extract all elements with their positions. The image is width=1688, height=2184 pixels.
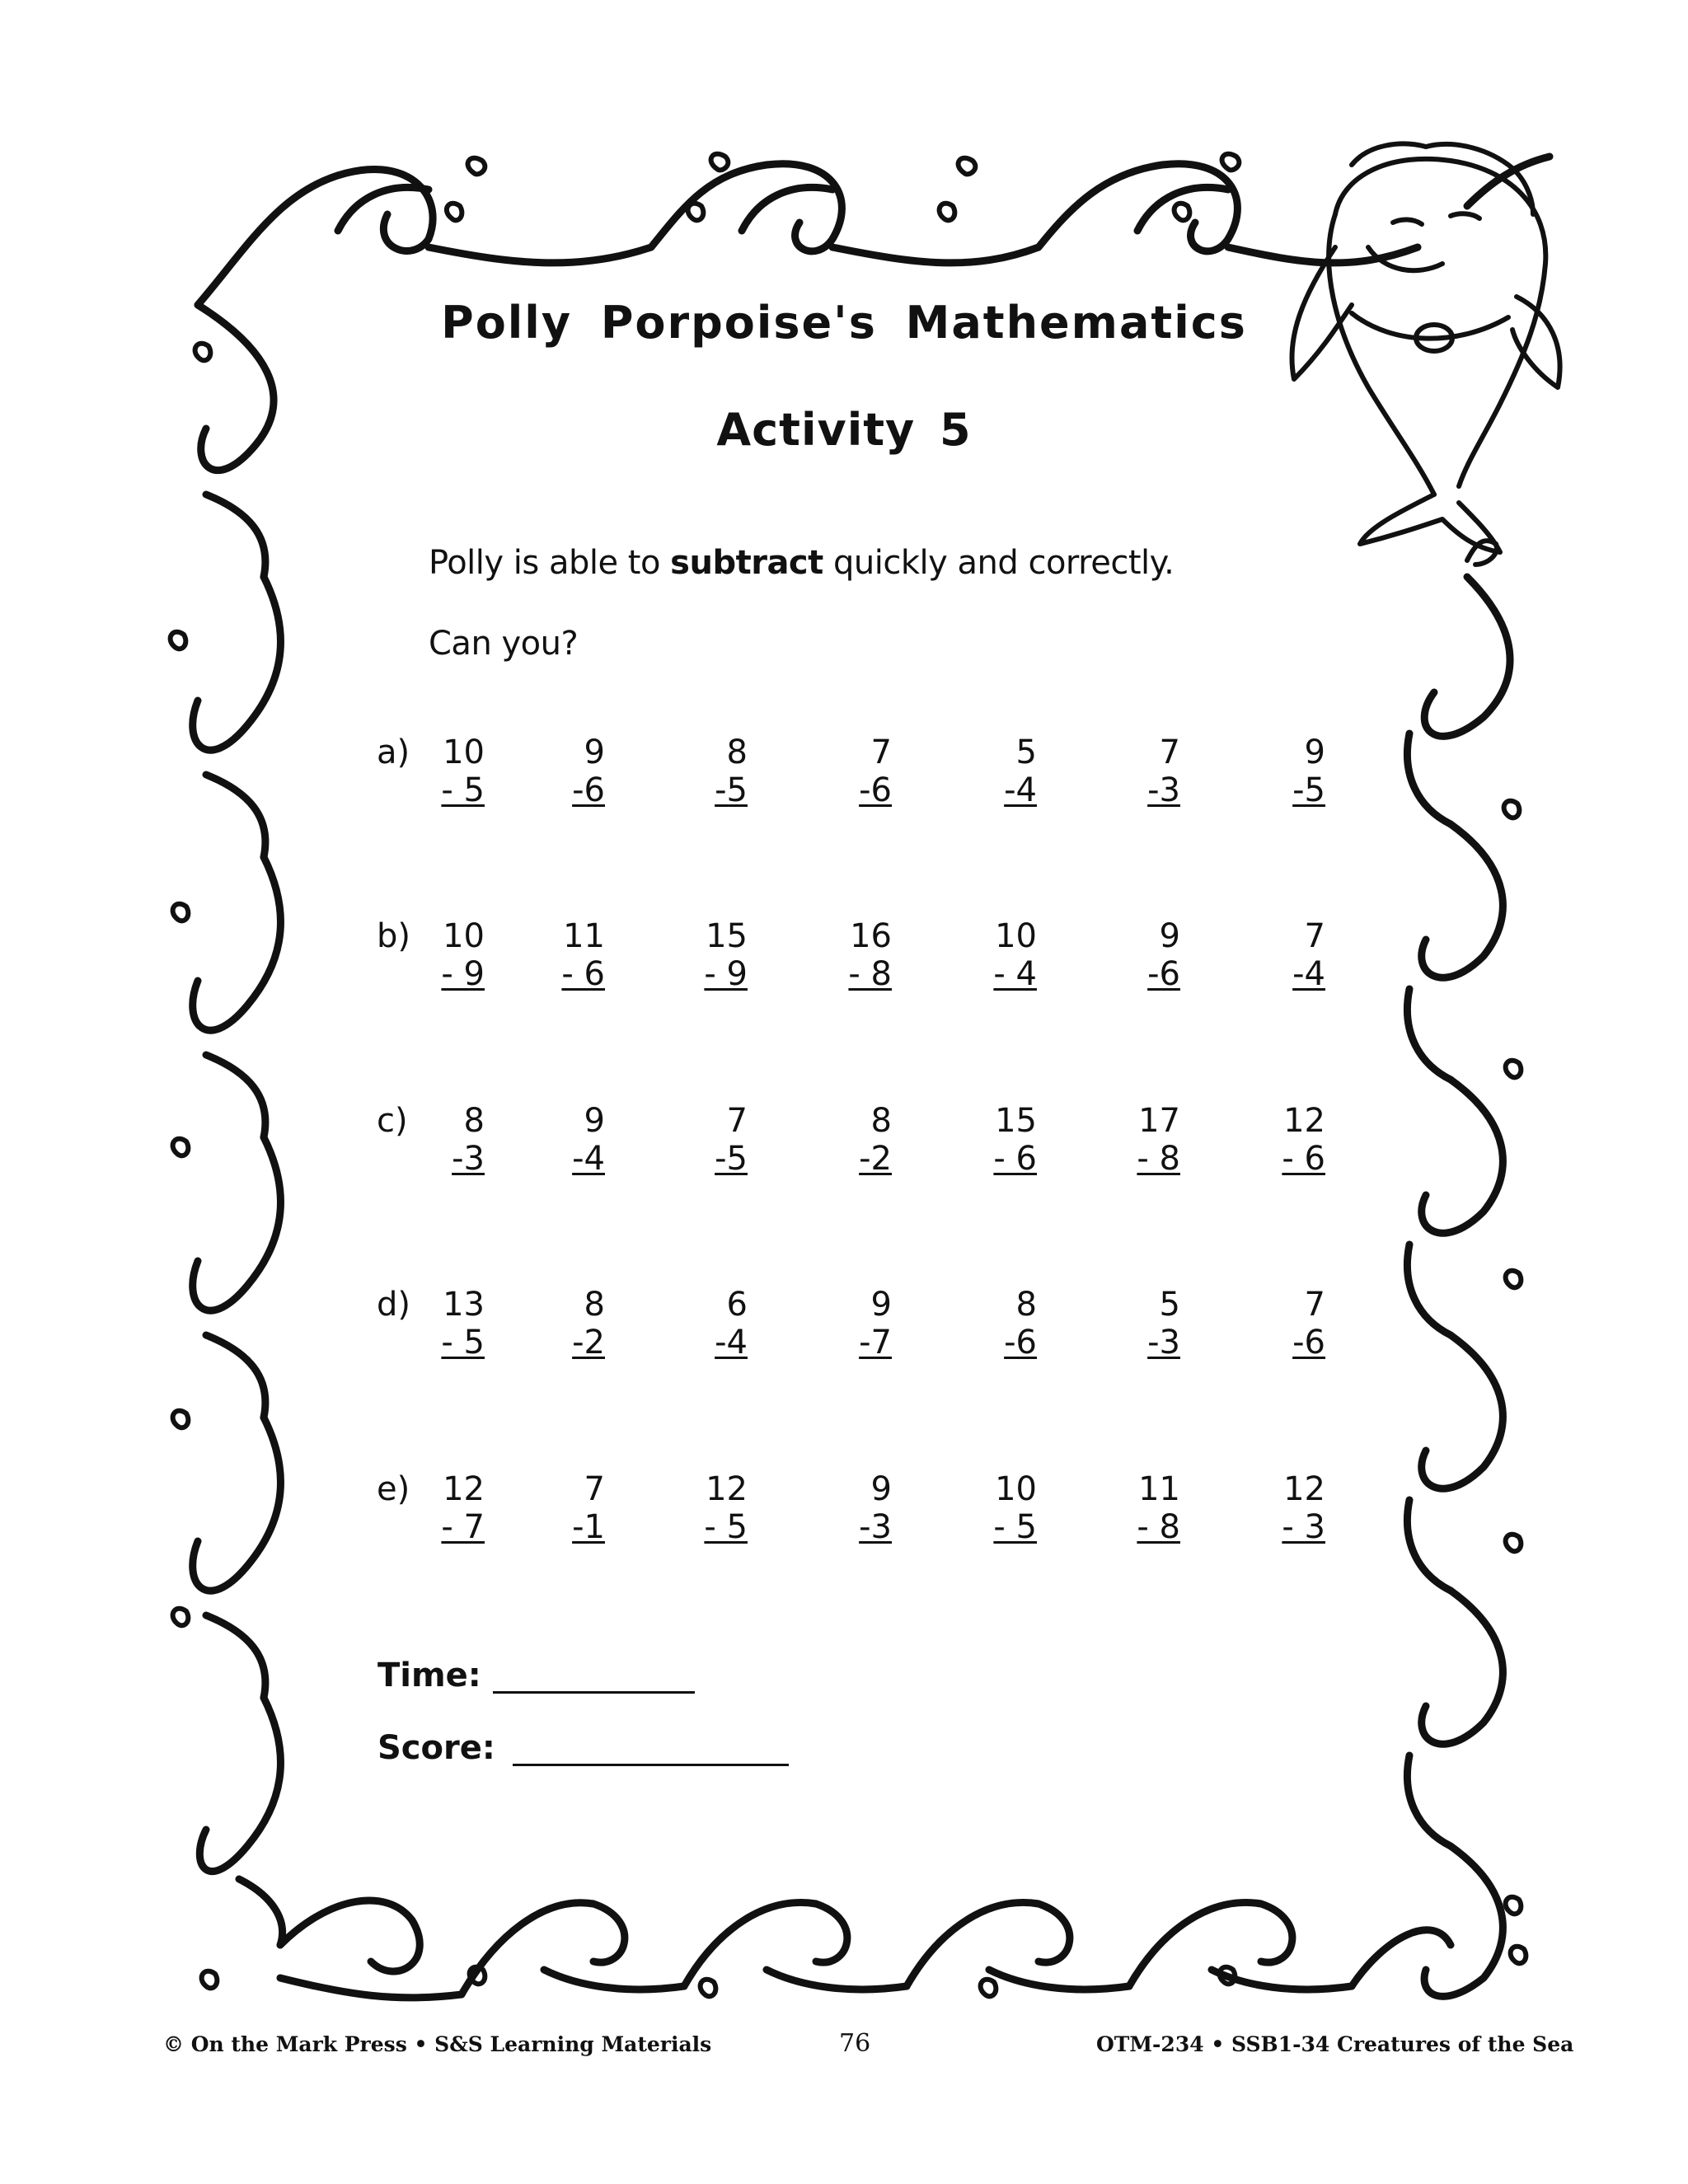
subtraction-problem	[531, 1470, 605, 1546]
page-number: 76	[839, 2029, 871, 2058]
instruction-text-start: Polly is able to	[429, 544, 671, 582]
page-title: Polly Porpoise's Mathematics	[441, 297, 1247, 349]
minuend: 12	[443, 1470, 485, 1508]
minuend: 10	[443, 917, 485, 955]
subtrahend: - 4	[993, 955, 1037, 993]
row-label: c)	[377, 1102, 408, 1140]
subtraction-problem	[673, 733, 748, 809]
subtrahend: -5	[1292, 771, 1325, 809]
subtrahend: -6	[859, 771, 892, 809]
row-label: b)	[377, 917, 410, 955]
subtrahend: - 6	[993, 1140, 1037, 1178]
minuend: 8	[463, 1102, 485, 1140]
subtrahend: - 9	[441, 955, 485, 993]
time-label: Time:	[377, 1657, 481, 1694]
time-answer-line[interactable]	[493, 1691, 695, 1694]
minuend: 12	[706, 1470, 748, 1508]
subtrahend: -2	[859, 1140, 892, 1178]
minuend: 7	[870, 733, 892, 771]
subtrahend: - 7	[441, 1508, 485, 1546]
subtraction-problem	[410, 1470, 485, 1546]
subtraction-problem	[1251, 1102, 1325, 1178]
subtrahend: - 6	[561, 955, 605, 993]
subtrahend: -2	[572, 1324, 605, 1361]
minuend: 8	[726, 733, 748, 771]
minuend: 7	[726, 1102, 748, 1140]
minuend: 10	[443, 733, 485, 771]
minuend: 9	[870, 1286, 892, 1324]
subtrahend: -6	[1004, 1324, 1037, 1361]
subtrahend: - 8	[1137, 1508, 1180, 1546]
minuend: 12	[1283, 1470, 1325, 1508]
minuend: 9	[870, 1470, 892, 1508]
subtraction-problem	[531, 917, 605, 993]
minuend: 12	[1283, 1102, 1325, 1140]
minuend: 7	[1304, 917, 1325, 955]
minuend: 13	[443, 1286, 485, 1324]
minuend: 8	[584, 1286, 605, 1324]
subtraction-problem	[963, 1286, 1037, 1361]
subtraction-problem	[963, 1470, 1037, 1546]
minuend: 9	[584, 1102, 605, 1140]
subtrahend: - 8	[1137, 1140, 1180, 1178]
subtrahend: -4	[1004, 771, 1037, 809]
minuend: 9	[1159, 917, 1180, 955]
subtraction-problem	[1106, 917, 1180, 993]
minuend: 7	[584, 1470, 605, 1508]
subtraction-problem	[531, 1102, 605, 1178]
subtraction-problem	[818, 1286, 892, 1361]
subtrahend: -7	[859, 1324, 892, 1361]
subtraction-problem	[410, 1102, 485, 1178]
subtrahend: - 5	[993, 1508, 1037, 1546]
subtrahend: - 3	[1282, 1508, 1325, 1546]
subtrahend: -3	[1147, 771, 1180, 809]
minuend: 8	[1015, 1286, 1037, 1324]
minuend: 16	[850, 917, 892, 955]
minuend: 8	[870, 1102, 892, 1140]
subtrahend: -3	[1147, 1324, 1180, 1361]
minuend: 6	[726, 1286, 748, 1324]
subtraction-problem	[410, 1286, 485, 1361]
porpoise-icon	[1292, 143, 1559, 565]
score-answer-line[interactable]	[513, 1764, 789, 1766]
right-droplets	[1504, 801, 1522, 1915]
subtrahend: - 6	[1282, 1140, 1325, 1178]
subtrahend: -5	[715, 771, 748, 809]
subtraction-problem	[818, 1102, 892, 1178]
top-wave-border	[198, 157, 1550, 305]
subtrahend: -6	[572, 771, 605, 809]
score-label: Score:	[377, 1729, 495, 1767]
footer-publisher: © On the Mark Press • S&S Learning Materials	[163, 2032, 712, 2056]
minuend: 15	[995, 1102, 1037, 1140]
subtrahend: -1	[572, 1508, 605, 1546]
footer-series: OTM-234 • SSB1-34 Creatures of the Sea	[1096, 2032, 1574, 2056]
subtrahend: - 8	[848, 955, 892, 993]
minuend: 10	[995, 917, 1037, 955]
activity-subtitle: Activity 5	[716, 404, 972, 456]
subtraction-problem	[1251, 917, 1325, 993]
minuend: 10	[995, 1470, 1037, 1508]
minuend: 11	[563, 917, 605, 955]
subtraction-problem	[963, 733, 1037, 809]
subtraction-problem	[818, 733, 892, 809]
subtraction-problem	[531, 733, 605, 809]
subtrahend: -4	[572, 1140, 605, 1178]
subtraction-problem	[673, 1286, 748, 1361]
minuend: 15	[706, 917, 748, 955]
minuend: 17	[1138, 1102, 1180, 1140]
subtrahend: - 5	[704, 1508, 748, 1546]
left-wave-border	[193, 305, 283, 1945]
subtraction-problem	[410, 917, 485, 993]
subtrahend: - 5	[441, 771, 485, 809]
bottom-wave-border	[280, 1900, 1451, 1998]
subtraction-problem	[1106, 1470, 1180, 1546]
minuend: 9	[584, 733, 605, 771]
subtraction-problem	[531, 1286, 605, 1361]
minuend: 7	[1159, 733, 1180, 771]
subtrahend: -3	[859, 1508, 892, 1546]
question-text: Can you?	[429, 625, 579, 663]
subtrahend: - 5	[441, 1324, 485, 1361]
minuend: 5	[1159, 1286, 1180, 1324]
subtraction-problem	[1106, 1102, 1180, 1178]
row-label: d)	[377, 1286, 410, 1324]
instruction-text	[429, 544, 1174, 582]
subtraction-problem	[673, 917, 748, 993]
minuend: 5	[1015, 733, 1037, 771]
subtrahend: -5	[715, 1140, 748, 1178]
row-label: e)	[377, 1470, 410, 1508]
minuend: 11	[1138, 1470, 1180, 1508]
subtrahend: -3	[452, 1140, 485, 1178]
subtrahend: -4	[1292, 955, 1325, 993]
subtraction-problem	[1106, 1286, 1180, 1361]
subtrahend: -6	[1292, 1324, 1325, 1361]
subtraction-problem	[1251, 733, 1325, 809]
subtraction-problem	[1106, 733, 1180, 809]
instruction-text-end: quickly and correctly.	[823, 544, 1175, 582]
subtraction-problem	[818, 917, 892, 993]
right-wave-border	[1407, 577, 1510, 1996]
subtraction-problem	[1251, 1470, 1325, 1546]
minuend: 9	[1304, 733, 1325, 771]
subtraction-problem	[673, 1470, 748, 1546]
subtrahend: -4	[715, 1324, 748, 1361]
subtraction-problem	[963, 1102, 1037, 1178]
subtraction-problem	[963, 917, 1037, 993]
subtraction-problem	[673, 1102, 748, 1178]
instruction-bold-word: subtract	[670, 544, 823, 582]
subtraction-problem	[1251, 1286, 1325, 1361]
subtrahend: - 9	[704, 955, 748, 993]
subtraction-problem	[410, 733, 485, 809]
left-droplets	[171, 344, 211, 1626]
subtrahend: -6	[1147, 955, 1180, 993]
subtraction-problem	[818, 1470, 892, 1546]
minuend: 7	[1304, 1286, 1325, 1324]
row-label: a)	[377, 733, 410, 771]
